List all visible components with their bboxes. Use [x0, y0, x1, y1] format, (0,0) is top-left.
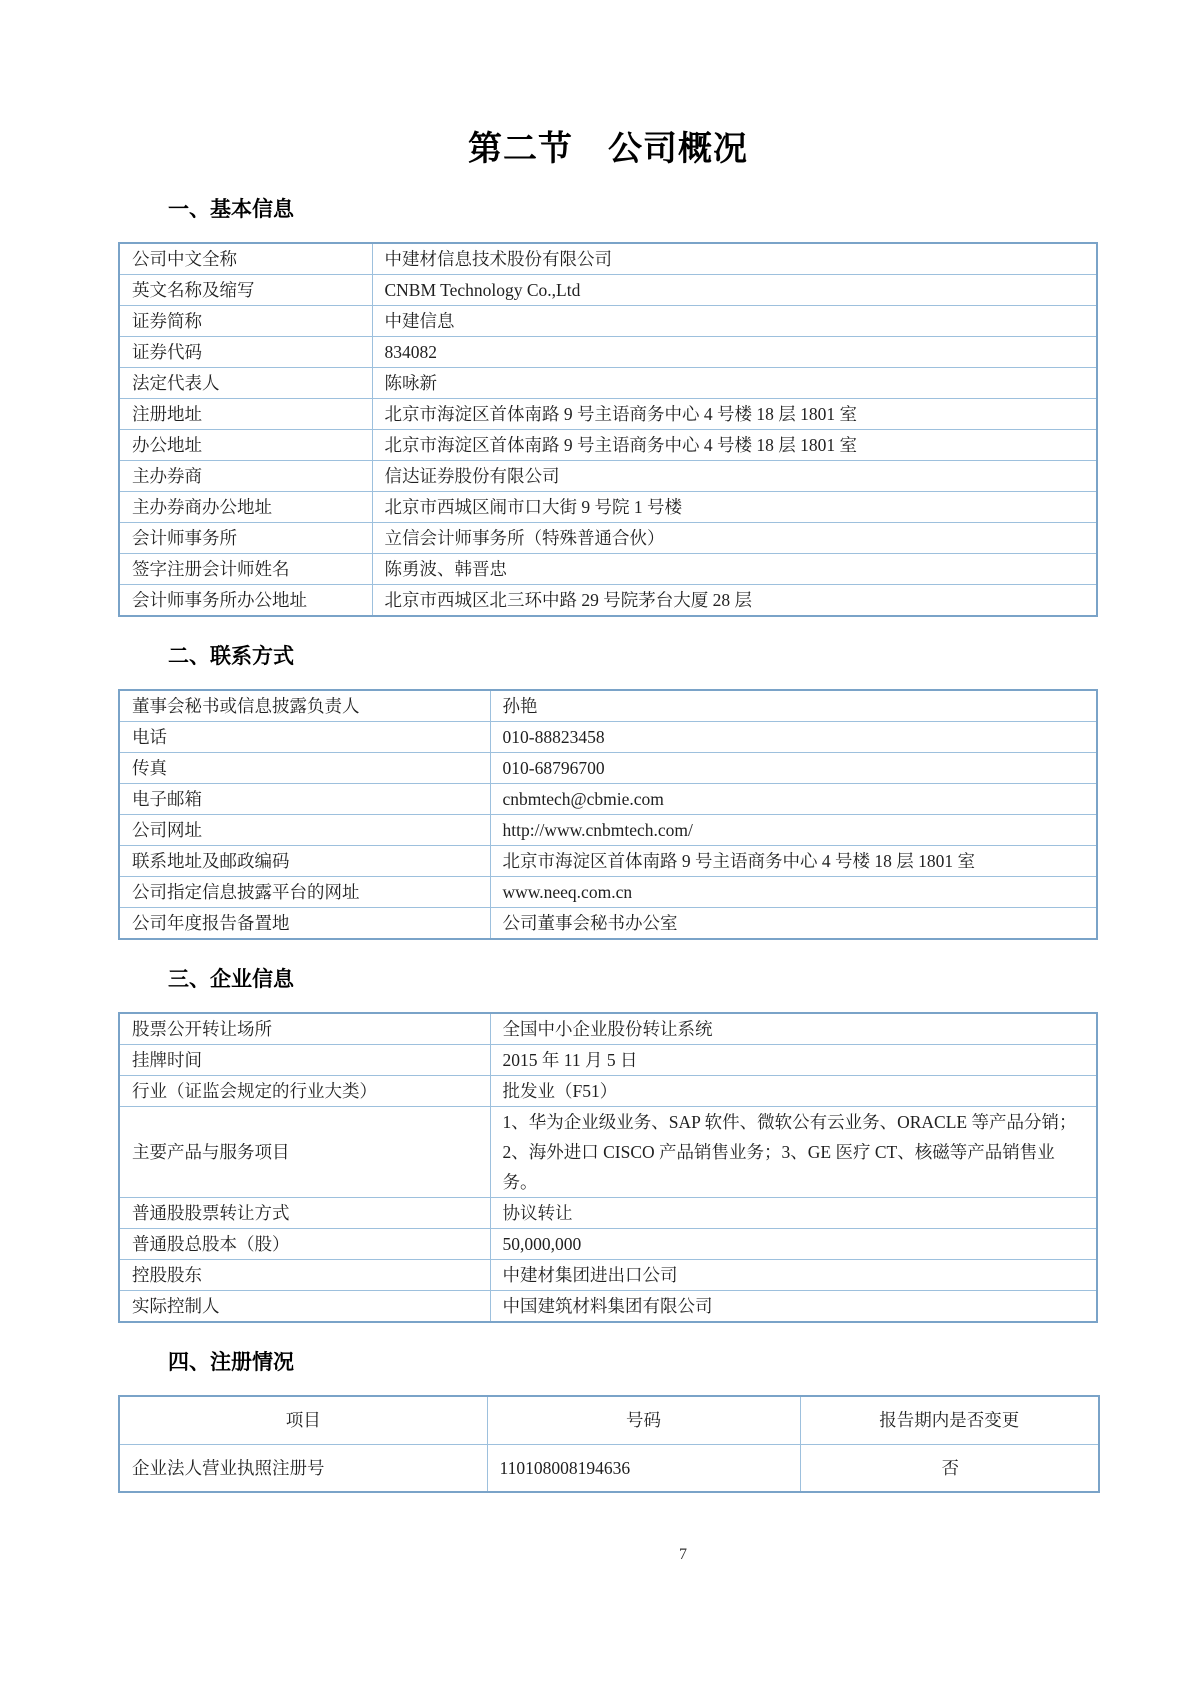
registration-info-table [118, 1395, 1100, 1493]
field-value: 834082 [372, 337, 1097, 368]
table-row [119, 1444, 1099, 1492]
table-row [119, 877, 1097, 908]
table-row [119, 722, 1097, 753]
table-row [119, 523, 1097, 554]
table-row [119, 1291, 1097, 1323]
field-label: 传真 [119, 753, 490, 784]
table-row [119, 461, 1097, 492]
section-heading-basic-info: 一、基本信息 [168, 198, 294, 221]
field-value: 陈勇波、韩晋忠 [372, 554, 1097, 585]
field-value: 批发业（F51） [490, 1076, 1097, 1107]
field-label: 电话 [119, 722, 490, 753]
table-row [119, 815, 1097, 846]
field-value: 1、华为企业级业务、SAP 软件、微软公有云业务、ORACLE 等产品分销；2、海外进口 CISCO 产品销售业务；3、GE 医疗 CT、核磁等产品销售业务。 [490, 1107, 1097, 1198]
field-label: 法定代表人 [119, 368, 372, 399]
column-header: 报告期内是否变更 [800, 1396, 1099, 1444]
field-label: 公司年度报告备置地 [119, 908, 490, 940]
field-label: 英文名称及缩写 [119, 275, 372, 306]
field-value: 010-68796700 [490, 753, 1097, 784]
field-value: cnbmtech@cbmie.com [490, 784, 1097, 815]
field-label: 电子邮箱 [119, 784, 490, 815]
basic-info-table [118, 242, 1098, 617]
table-row [119, 368, 1097, 399]
field-value: 否 [800, 1444, 1099, 1492]
field-value: http://www.cnbmtech.com/ [490, 815, 1097, 846]
field-value: 北京市海淀区首体南路 9 号主语商务中心 4 号楼 18 层 1801 室 [372, 399, 1097, 430]
field-label: 会计师事务所 [119, 523, 372, 554]
section-enterprise-info [118, 967, 1098, 1323]
table-row [119, 1013, 1097, 1045]
table-row [119, 690, 1097, 722]
table-header-row [119, 1396, 1099, 1444]
field-label: 股票公开转让场所 [119, 1013, 490, 1045]
column-header: 号码 [487, 1396, 800, 1444]
field-label: 普通股股票转让方式 [119, 1198, 490, 1229]
field-value: 陈咏新 [372, 368, 1097, 399]
field-value: 50,000,000 [490, 1229, 1097, 1260]
table-row [119, 430, 1097, 461]
field-label: 企业法人营业执照注册号 [119, 1444, 487, 1492]
field-value: 立信会计师事务所（特殊普通合伙） [372, 523, 1097, 554]
table-row [119, 784, 1097, 815]
table-row [119, 753, 1097, 784]
table-row [119, 399, 1097, 430]
field-label: 证券简称 [119, 306, 372, 337]
table-row [119, 1045, 1097, 1076]
enterprise-info-table [118, 1012, 1098, 1323]
field-label: 会计师事务所办公地址 [119, 585, 372, 617]
field-label: 实际控制人 [119, 1291, 490, 1323]
field-value: CNBM Technology Co.,Ltd [372, 275, 1097, 306]
table-row [119, 1260, 1097, 1291]
field-label: 联系地址及邮政编码 [119, 846, 490, 877]
field-label: 办公地址 [119, 430, 372, 461]
table-row [119, 306, 1097, 337]
table-row [119, 337, 1097, 368]
table-row [119, 492, 1097, 523]
page-number: 7 [679, 1546, 687, 1563]
section-basic-info [118, 197, 1098, 617]
field-value: 110108008194636 [487, 1444, 800, 1492]
field-label: 公司网址 [119, 815, 490, 846]
table-row [119, 1229, 1097, 1260]
contact-info-table [118, 689, 1098, 940]
section-contact-info [118, 644, 1098, 940]
table-row [119, 1107, 1097, 1198]
field-label: 主办券商 [119, 461, 372, 492]
field-label: 董事会秘书或信息披露负责人 [119, 690, 490, 722]
column-header: 项目 [119, 1396, 487, 1444]
field-value: 北京市海淀区首体南路 9 号主语商务中心 4 号楼 18 层 1801 室 [372, 430, 1097, 461]
field-value: 中国建筑材料集团有限公司 [490, 1291, 1097, 1323]
table-row [119, 275, 1097, 306]
field-value: 中建信息 [372, 306, 1097, 337]
table-row [119, 846, 1097, 877]
field-label: 主要产品与服务项目 [119, 1107, 490, 1198]
section-heading-registration-info: 四、注册情况 [168, 1351, 294, 1374]
table-row [119, 243, 1097, 275]
field-label: 签字注册会计师姓名 [119, 554, 372, 585]
field-label: 证券代码 [119, 337, 372, 368]
table-row [119, 554, 1097, 585]
field-value: 信达证券股份有限公司 [372, 461, 1097, 492]
field-label: 注册地址 [119, 399, 372, 430]
field-value: 公司董事会秘书办公室 [490, 908, 1097, 940]
table-row [119, 1076, 1097, 1107]
section-heading-contact-info: 二、联系方式 [168, 645, 294, 668]
field-label: 公司中文全称 [119, 243, 372, 275]
field-value: 孙艳 [490, 690, 1097, 722]
field-value: 010-88823458 [490, 722, 1097, 753]
field-label: 挂牌时间 [119, 1045, 490, 1076]
table-row [119, 585, 1097, 617]
field-value: 协议转让 [490, 1198, 1097, 1229]
field-value: 北京市西城区北三环中路 29 号院茅台大厦 28 层 [372, 585, 1097, 617]
field-label: 主办券商办公地址 [119, 492, 372, 523]
page-title: 第二节 公司概况 [468, 130, 748, 168]
field-value: 北京市海淀区首体南路 9 号主语商务中心 4 号楼 18 层 1801 室 [490, 846, 1097, 877]
table-row [119, 908, 1097, 940]
field-label: 普通股总股本（股） [119, 1229, 490, 1260]
section-heading-enterprise-info: 三、企业信息 [168, 968, 294, 991]
field-value: www.neeq.com.cn [490, 877, 1097, 908]
field-label: 公司指定信息披露平台的网址 [119, 877, 490, 908]
table-row [119, 1198, 1097, 1229]
field-value: 北京市西城区闹市口大街 9 号院 1 号楼 [372, 492, 1097, 523]
field-label: 控股股东 [119, 1260, 490, 1291]
field-value: 中建材集团进出口公司 [490, 1260, 1097, 1291]
field-value: 全国中小企业股份转让系统 [490, 1013, 1097, 1045]
field-value: 中建材信息技术股份有限公司 [372, 243, 1097, 275]
section-registration-info [118, 1350, 1098, 1493]
field-value: 2015 年 11 月 5 日 [490, 1045, 1097, 1076]
field-label: 行业（证监会规定的行业大类） [119, 1076, 490, 1107]
